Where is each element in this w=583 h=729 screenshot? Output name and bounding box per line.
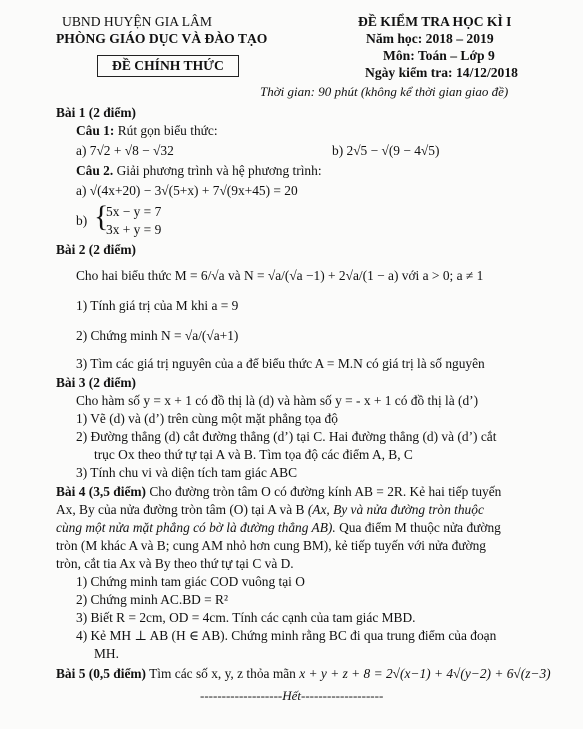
problem-4-line-2: Ax, By của nửa đường tròn tâm (O) tại A và B (Ax, By và nửa đường tròn thuộc <box>56 502 484 517</box>
problem-3-q3: 3) Tính chu vi và diện tích tam giác ABC <box>76 465 298 480</box>
problem-2-title: Bài 2 (2 điểm) <box>56 242 136 257</box>
problem-3-q2: 2) Đường thẳng (d) cắt đường thẳng (d’) tại C. Hai đường thẳng (d) và (d’) cắt <box>76 429 497 444</box>
problem-4-q4: 4) Kẻ MH ⊥ AB (H ∈ AB). Chứng minh rằng BC đi qua trung điểm của đoạn <box>76 628 497 643</box>
official-exam-badge: ĐỀ CHÍNH THỨC <box>97 55 239 77</box>
district-name: UBND HUYỆN GIA LÂM <box>62 14 212 29</box>
q1a-expression: a) 7√2 + √8 − √32 <box>76 143 174 158</box>
problem-2-q3: 3) Tìm các giá trị nguyên của a để biểu thức A = M.N có giá trị là số nguyên <box>76 356 485 371</box>
problem-4-line-3: cùng một nửa mặt phẳng có bờ là đường thẳng AB). Qua điểm M thuộc nửa đường <box>56 520 501 535</box>
department-name: PHÒNG GIÁO DỤC VÀ ĐÀO TẠO <box>56 31 268 46</box>
problem-4-line-4: tròn (M khác A và B; cung AM nhỏ hơn cung BM), kẻ tiếp tuyến với nửa đường <box>56 538 486 553</box>
exam-date: Ngày kiểm tra: 14/12/2018 <box>365 65 518 80</box>
problem-4-q2: 2) Chứng minh AC.BD = R² <box>76 592 229 607</box>
q2b-label: b) <box>76 213 88 228</box>
problem-1-title: Bài 1 (2 điểm) <box>56 105 136 120</box>
problem-3-intro: Cho hàm số y = x + 1 có đồ thị là (d) và hàm số y = - x + 1 có đồ thị là (d’) <box>76 393 479 408</box>
problem-2-q2: 2) Chứng minh N = √a/(√a+1) <box>76 328 239 343</box>
system-brace: { <box>94 200 109 233</box>
problem-4-q3: 3) Biết R = 2cm, OD = 4cm. Tính các cạnh của tam giác MBD. <box>76 610 416 625</box>
problem-2-q1: 1) Tính giá trị của M khi a = 9 <box>76 298 239 313</box>
q1b-expression: b) 2√5 − √(9 − 4√5) <box>332 143 440 158</box>
problem-3-title: Bài 3 (2 điểm) <box>56 375 136 390</box>
problem-5-line: Bài 5 (0,5 điểm) Tìm các số x, y, z thỏa mãn x + y + z + 8 = 2√(x−1) + 4√(y−2) + 6√(z−3) <box>56 666 551 681</box>
problem-4-q4-cont: MH. <box>94 646 119 661</box>
problem-4-line-1: Bài 4 (3,5 điểm) Cho đường tròn tâm O có đường kính AB = 2R. Kẻ hai tiếp tuyến <box>56 484 502 499</box>
q1-heading: Câu 1: Rút gọn biểu thức: <box>76 123 218 138</box>
school-year: Năm học: 2018 – 2019 <box>366 31 494 46</box>
problem-4-line-5: tròn, cắt tia Ax và By theo thứ tự tại C và D. <box>56 556 294 571</box>
problem-3-q1: 1) Vẽ (d) và (d’) trên cùng một mặt phẳng tọa độ <box>76 411 338 426</box>
problem-4-q1: 1) Chứng minh tam giác COD vuông tại O <box>76 574 305 589</box>
q2-heading: Câu 2. Giải phương trình và hệ phương trình: <box>76 163 322 178</box>
system-eq-2: 3x + y = 9 <box>106 222 162 237</box>
exam-duration: Thời gian: 90 phút (không kể thời gian giao đề) <box>260 84 509 99</box>
subject: Môn: Toán – Lớp 9 <box>383 48 495 63</box>
system-eq-1: 5x − y = 7 <box>106 204 162 219</box>
exam-title: ĐỀ KIỂM TRA HỌC KÌ I <box>358 14 512 29</box>
problem-3-q2-cont: trục Ox theo thứ tự tại A và B. Tìm tọa độ các điểm A, B, C <box>94 447 413 462</box>
q2a-equation: a) √(4x+20) − 3√(5+x) + 7√(9x+45) = 20 <box>76 183 298 198</box>
problem-2-intro: Cho hai biểu thức M = 6/√a và N = √a/(√a −1) + 2√a/(1 − a) với a > 0; a ≠ 1 <box>76 268 484 283</box>
end-marker: -------------------Hết------------------- <box>200 688 384 703</box>
